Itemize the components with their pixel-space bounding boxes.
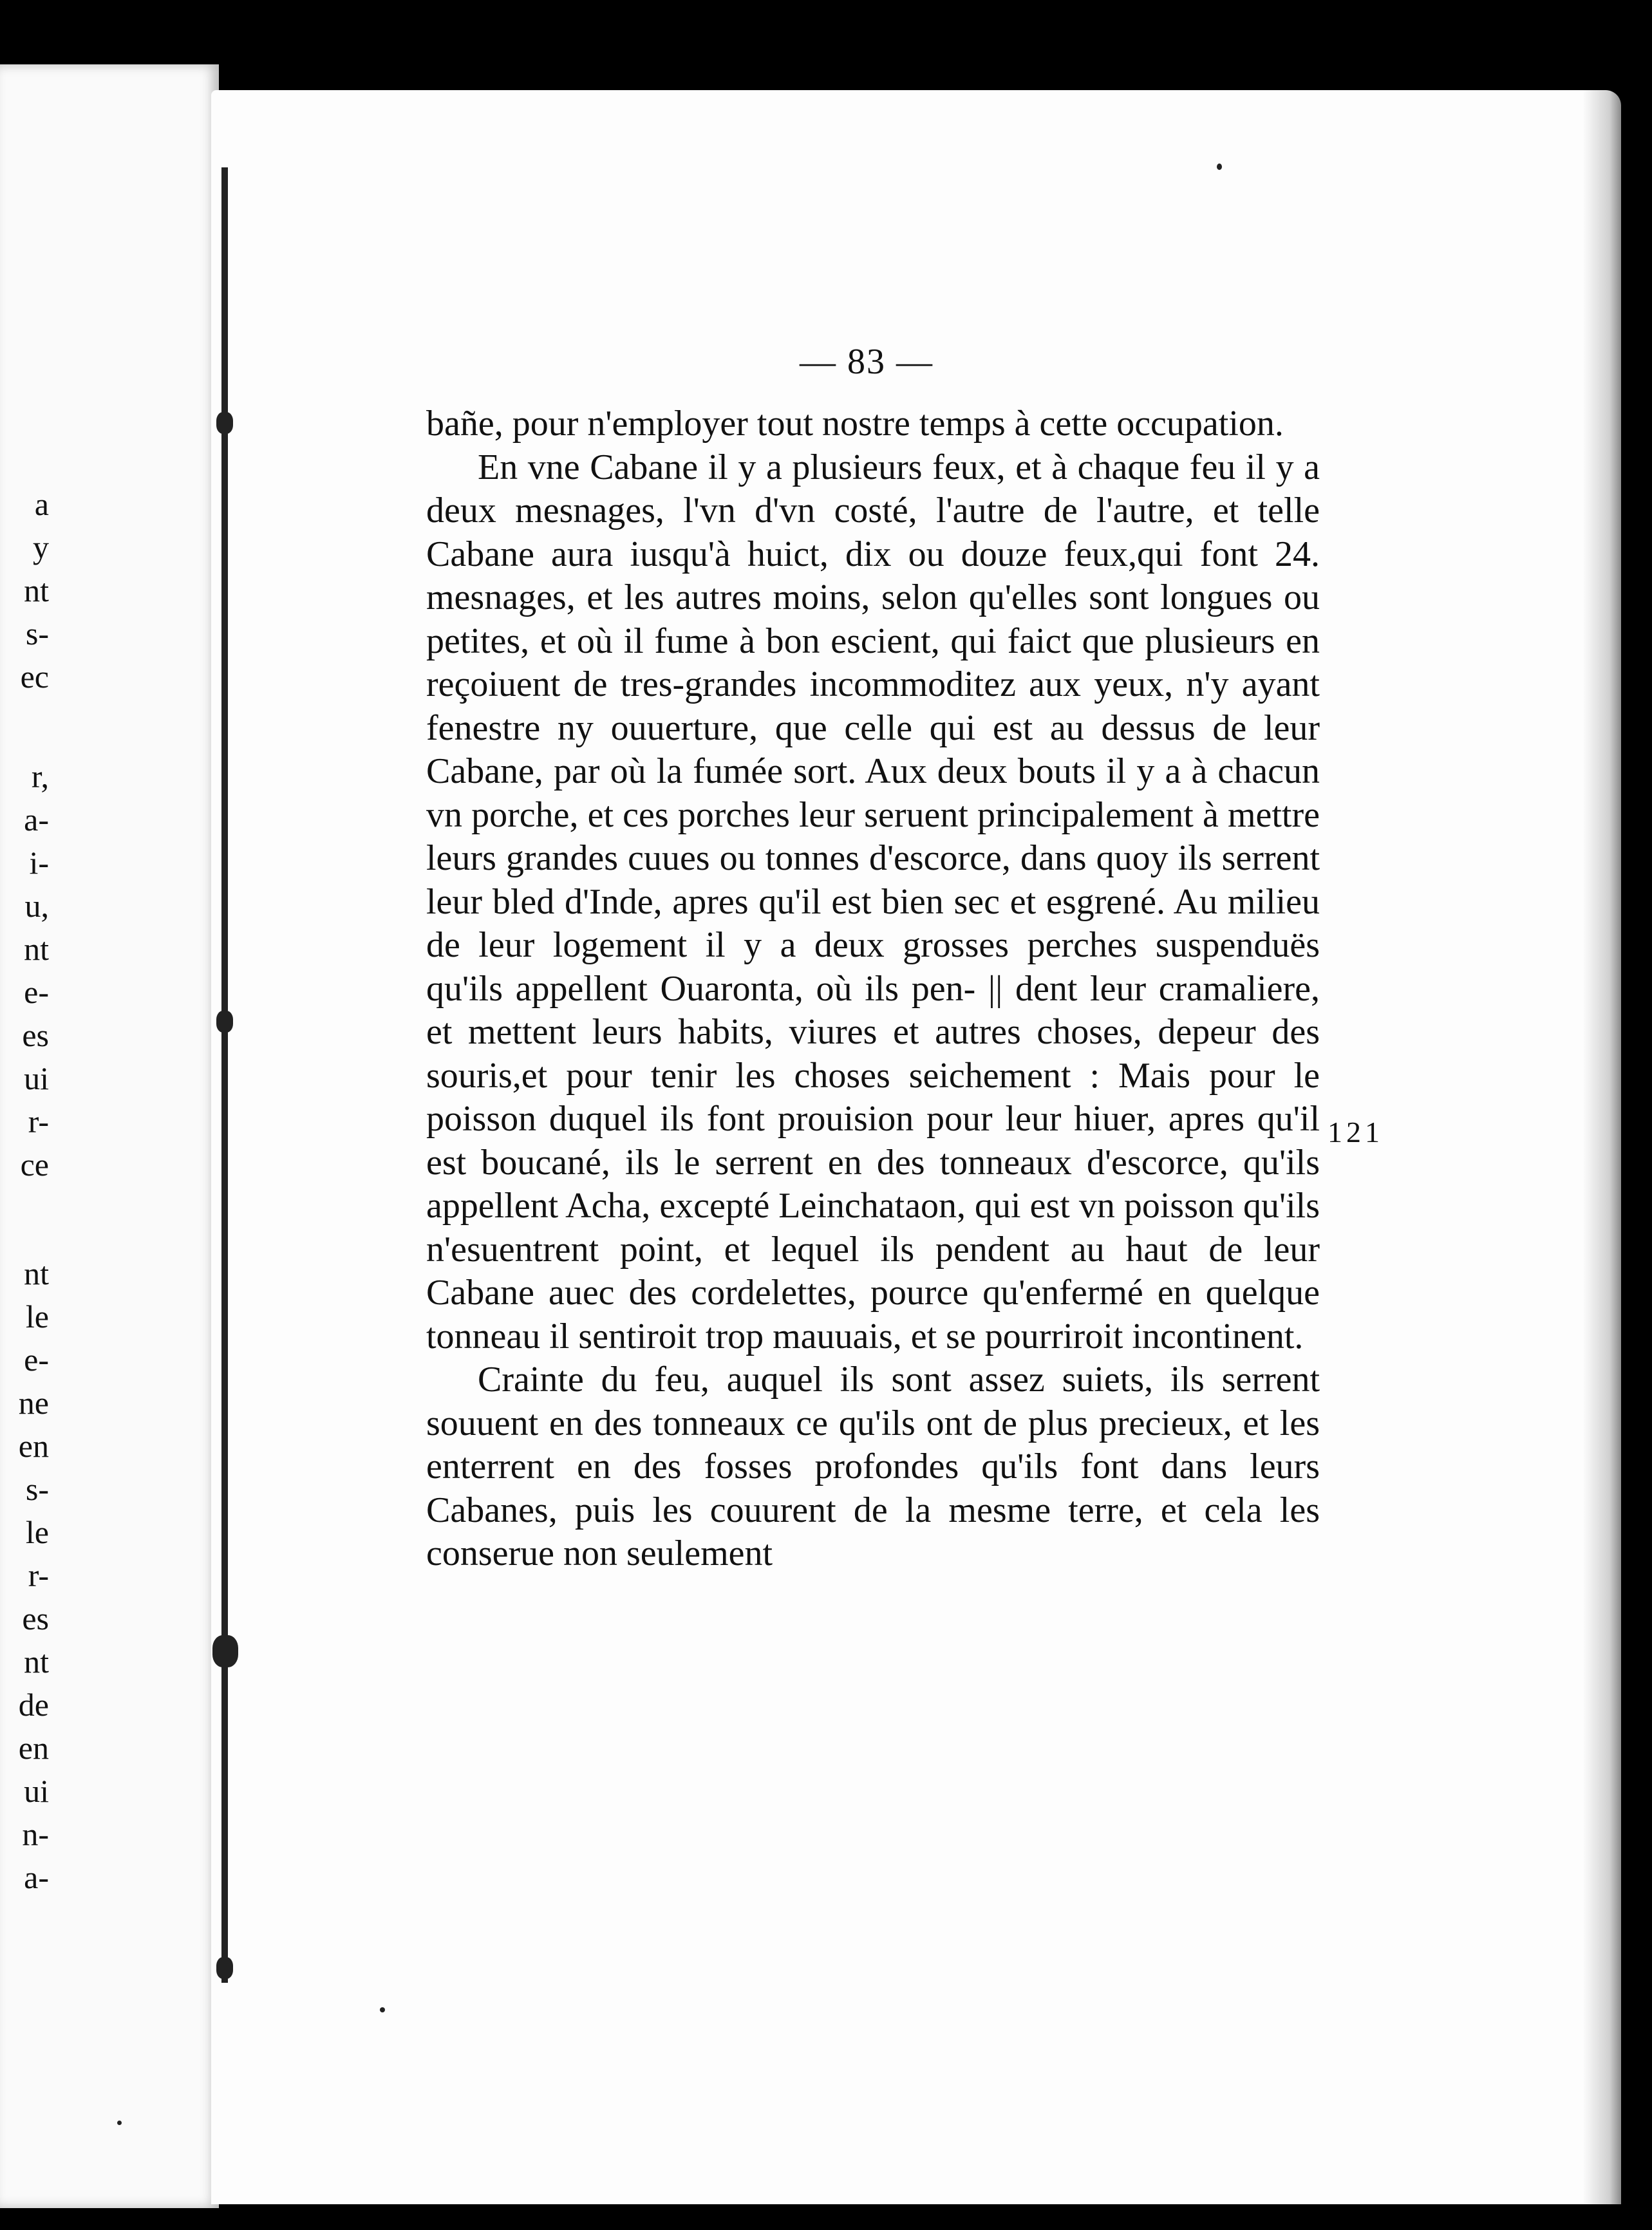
left-page-fragment: es [22,1600,49,1636]
page-edge-shadow [1582,90,1621,2204]
margin-page-reference: 121 [1328,1116,1384,1148]
left-page-fragment: u, [24,888,49,924]
left-page-fragment: r, [31,758,49,794]
left-page-fragment: ce [20,1147,49,1183]
binding-knot [212,1635,238,1667]
left-page-fragment: de [18,1687,49,1723]
paragraph-1: bañe, pour n'employer tout nostre temps à cette occupation. [426,404,1284,444]
binding-knot [216,1011,233,1033]
binding-knot [216,412,233,434]
left-page-fragment: ui [24,1773,49,1809]
left-page-fragment: r- [28,1103,49,1139]
left-page-fragment: a- [24,801,49,838]
left-page-fragment: le [25,1298,49,1335]
page-speck [1217,164,1222,170]
left-page-fragment: es [22,1017,49,1053]
left-page-fragment: n- [22,1816,49,1852]
page-speck [117,2121,122,2125]
page-speck [380,2007,385,2012]
left-page-fragment: en [18,1730,49,1766]
left-page-fragment: e- [24,974,49,1010]
left-page-fragment: a- [24,1859,49,1895]
left-page-fragment: s- [25,1471,49,1507]
left-page-fragment: en [18,1428,49,1464]
left-page-fragment: nt [24,1644,49,1680]
main-text [426,402,1320,1576]
left-page-fragment: ui [24,1060,49,1096]
page-number-header: — 83 — [800,342,934,382]
left-page-fragment: y [33,529,49,565]
paragraph-3: Crainte du feu, auquel ils sont assez suiets, ils serrent souuent en des tonneaux ce qu'ils ont de plus precieux, et les enterrent en des fosses profondes qu'ils font dans leurs Cabanes, puis les couurent de la mesme terre, et cela les conserue non seulement [426,1360,1320,1573]
book-binding-thread [221,167,228,1983]
left-page-text-fragments [4,483,49,1899]
paragraph-2: En vne Cabane il y a plusieurs feux, et à chaque feu il y a deux mesnages, l'vn d'vn costé, l'autre de l'autre, et telle Cabane aura iusqu'à huict, dix ou douze feux,qui font 24. mesnages, et les autres moins, selon qu'elles sont longues ou petites, et où il fume à bon escient, qui faict que plusieurs en reçoiuent de tres-grandes incommoditez aux yeux, n'y ayant fenestre ny ouuerture, que celle qui est au dessus de leur Cabane, par où la fumée sort. Aux deux bouts il y a à chacun vn porche, et ces porches leur seruent principalement à mettre leurs grandes cuues ou tonnes d'escorce, dans quoy ils serrent leur bled d'Inde, apres qu'il est bien sec et esgrené. Au milieu de leur logement il y a deux grosses perches suspenduës qu'ils appellent Ouaronta, où ils pen- || dent leur cramaliere, et mettent leurs habits, viures et autres choses, depeur des souris,et pour tenir les choses seichement : Mais pour le poisson duquel ils font prouision pour leur hiuer, apres qu'il est boucané, ils le serrent en des tonneaux d'escorce, qu'ils appellent Acha, excepté Leinchataon, qui est vn poisson qu'ils n'esuentrent point, et lequel ils pendent au haut de leur Cabane auec des cordelettes, pource qu'enfermé en quelque tonneau il sentiroit trop mauuais, et se pourriroit incontinent. [426,447,1320,1356]
binding-knot [216,1957,233,1979]
fragment-gap [4,698,49,755]
left-page-fragment: s- [25,615,49,651]
left-page-fragment: ne [18,1385,49,1421]
left-page-fragment: le [25,1514,49,1550]
left-page-fragment: ec [20,659,49,695]
left-page [0,64,219,2208]
left-page-fragment: nt [24,1255,49,1291]
left-page-fragment: r- [28,1557,49,1593]
fragment-gap [4,1186,49,1252]
left-page-fragment: i- [29,845,49,881]
left-page-fragment: e- [24,1342,49,1378]
left-page-fragment: nt [24,572,49,608]
left-page-fragment: a [34,486,49,522]
left-page-fragment: nt [24,931,49,967]
